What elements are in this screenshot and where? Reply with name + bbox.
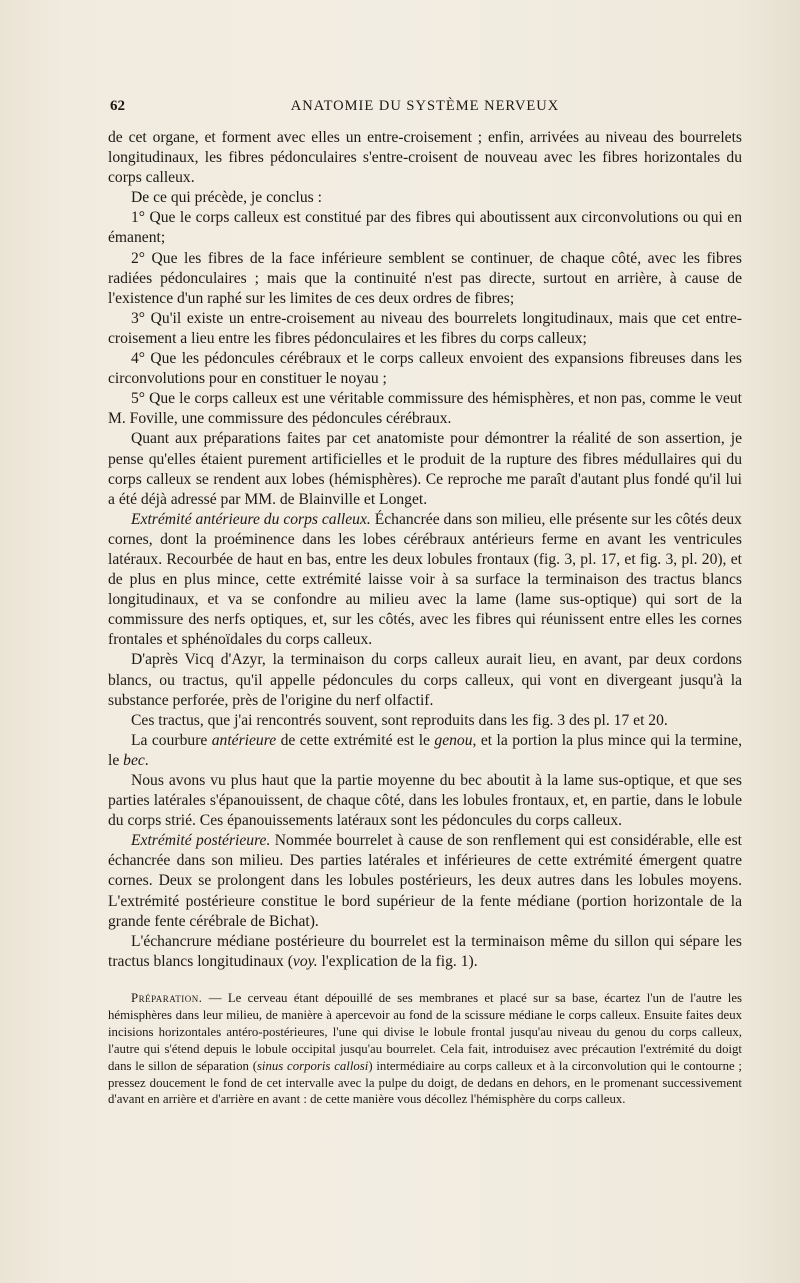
note-text-end: ) intermédiaire au corps calleux et à la circonvolution qui le contourne ; pressez doucement le fond de cet intervalle avec la pulpe du doigt, de dedans en dehors, en le promenant successivement d'avant en arrière et d'arrière en avant : de cette manière vous décollez l'hémisphère du corps calleux. bbox=[108, 1058, 742, 1107]
paragraph bbox=[108, 188, 742, 208]
italic-text: voy. bbox=[292, 952, 318, 970]
paragraph bbox=[108, 208, 742, 248]
paragraph-text: L'échancrure médiane postérieure du bourrelet est la terminaison même du sillon qui sépare les tractus blancs longitudinaux ( bbox=[108, 932, 742, 970]
paragraph bbox=[108, 429, 742, 509]
paragraph bbox=[108, 711, 742, 731]
paragraph-text: . bbox=[144, 751, 149, 769]
italic-text: bec bbox=[123, 751, 145, 769]
paragraph-text: Ces tractus, que j'ai rencontrés souvent, sont reproduits dans les fig. 3 des pl. 17 et 20. bbox=[131, 711, 668, 729]
italic-text: antérieure bbox=[211, 731, 277, 749]
page-number: 62 bbox=[110, 98, 125, 114]
note-text: — Le cerveau étant dépouillé de ses membranes et placé sur sa base, écartez l'un de l'autre les hémisphères dans leur milieu, de manière à apercevoir au fond de la scissure médiane le corps calleux. Ensuite faites deux incisions horizontales antéro-postérieures, l'une qui divise le lobule frontal jusqu'au niveau du genou du corps calleux, l'autre qui s'étend depuis le lobule occipital jusqu'au bourrelet. Cela fait, introduisez avec précaution l'extrémité du doigt dans le sillon de séparation ( bbox=[108, 991, 742, 1073]
paragraph-text: 4° Que les pédoncules cérébraux et le corps calleux envoient des expansions fibreuses dans les circonvolutions pour en constituer le noyau ; bbox=[108, 350, 742, 388]
paragraph-text: De ce qui précède, je conclus : bbox=[131, 189, 322, 207]
note-latin-term: sinus corporis callosi bbox=[256, 1058, 369, 1073]
paragraph-text: Échancrée dans son milieu, elle présente sur les côtés deux cornes, dont la proéminence dans les lobes cérébraux antérieurs ferme en avant les ventricules latéraux. Recourbée de haut en bas, entre les deux lobules frontaux (fig. 3, pl. 17, et fig. 3, pl. 20), et de plus en plus mince, cette extrémité laisse voir à sa surface la terminaison des tractus blancs longitudinaux, et va se confondre au milieu avec la lame (lame sus-optique) qui sort de la commissure des nerfs optiques, et, sur les côtés, avec les fibres qui réunissent entre elles les cornes frontales et sphénoïdales du corps calleux. bbox=[108, 510, 742, 649]
paragraph bbox=[108, 309, 742, 349]
paragraph-text: l'explication de la fig. 1). bbox=[317, 952, 478, 970]
paragraph-text: La courbure bbox=[131, 731, 212, 749]
paragraph bbox=[108, 389, 742, 429]
paragraph bbox=[108, 349, 742, 389]
paragraph-text: 1° Que le corps calleux est constitué par des fibres qui aboutissent aux circonvolutions ou qui en émanent; bbox=[108, 209, 742, 247]
running-head: ANATOMIE DU SYSTÈME NERVEUX bbox=[290, 98, 560, 114]
paragraph-text: 3° Qu'il existe un entre-croisement au niveau des bourrelets longitudinaux, mais que cet entre-croisement a lieu entre les fibres pédonculaires et les fibres du corps calleux; bbox=[108, 309, 742, 347]
paragraph bbox=[108, 731, 742, 771]
paragraph-text: de cette extrémité est le bbox=[276, 731, 435, 749]
page-header bbox=[110, 98, 740, 118]
paragraph bbox=[108, 831, 742, 931]
paragraph-text: 5° Que le corps calleux est une véritable commissure des hémisphères, et non pas, comme le veut M. Foville, une commissure des pédoncules cérébraux. bbox=[108, 390, 742, 428]
note-label: Préparation. bbox=[131, 991, 203, 1005]
paragraph bbox=[108, 510, 742, 651]
paragraph-text: D'après Vicq d'Azyr, la terminaison du corps calleux aurait lieu, en avant, par deux cordons blancs, ou tractus, qu'il appelle pédoncules du corps calleux, qui vont en divergeant jusqu'à la substance perforée, près de l'origine du nerf olfactif. bbox=[108, 651, 742, 709]
paragraph-text: 2° Que les fibres de la face inférieure semblent se continuer, de chaque côté, avec les fibres radiées pédonculaires ; mais que la continuité n'est pas directe, surtout en arrière, à cause de l'existence d'un raphé sur les limites de ces deux ordres de fibres; bbox=[108, 249, 742, 307]
paragraph bbox=[108, 932, 742, 972]
body-text bbox=[108, 128, 742, 972]
paragraph-text: Quant aux préparations faites par cet anatomiste pour démontrer la réalité de son assertion, je pense qu'elles étaient purement artificielles et le produit de la rupture des fibres médullaires qui du corps calleux se rendent aux lobes (hémisphères). Ce reproche me paraît d'autant plus fondé qu'il lui a été déjà adressé par MM. de Blainville et Longet. bbox=[108, 430, 742, 508]
paragraph bbox=[108, 249, 742, 309]
paragraph bbox=[108, 650, 742, 710]
paragraph bbox=[108, 128, 742, 188]
italic-text: genou bbox=[434, 731, 473, 749]
paragraph bbox=[108, 771, 742, 831]
preparation-note bbox=[108, 990, 742, 1108]
paragraph-text: , et la portion la plus mince qui la termine, le bbox=[108, 731, 742, 769]
paragraph-text: Nous avons vu plus haut que la partie moyenne du bec aboutit à la lame sus-optique, et que ses parties latérales s'épanouissent, de chaque côté, dans les lobules frontaux, et, en partie, dans le lobule du corps strié. Ces épanouissements latéraux sont les pédoncules du corps calleux. bbox=[108, 772, 742, 830]
italic-text: Extrémité postérieure. bbox=[131, 832, 271, 850]
paragraph-text: de cet organe, et forment avec elles un entre-croisement ; enfin, arrivées au niveau des bourrelets longitudinaux, les fibres pédonculaires s'entre-croisent de nouveau avec les fibres horizontales du corps calleux. bbox=[108, 129, 742, 187]
paragraph-text: Nommée bourrelet à cause de son renflement qui est considérable, elle est échancrée dans son milieu. Des parties latérales et inférieures de cette extrémité émergent quatre cornes. Deux se prolongent dans les lobules postérieurs, les deux autres dans les lobules moyens. L'extrémité postérieure constitue le bord supérieur de la fente médiane (portion horizontale de la grande fente cérébrale de Bichat). bbox=[108, 832, 743, 930]
italic-text: Extrémité antérieure du corps calleux. bbox=[131, 510, 371, 528]
